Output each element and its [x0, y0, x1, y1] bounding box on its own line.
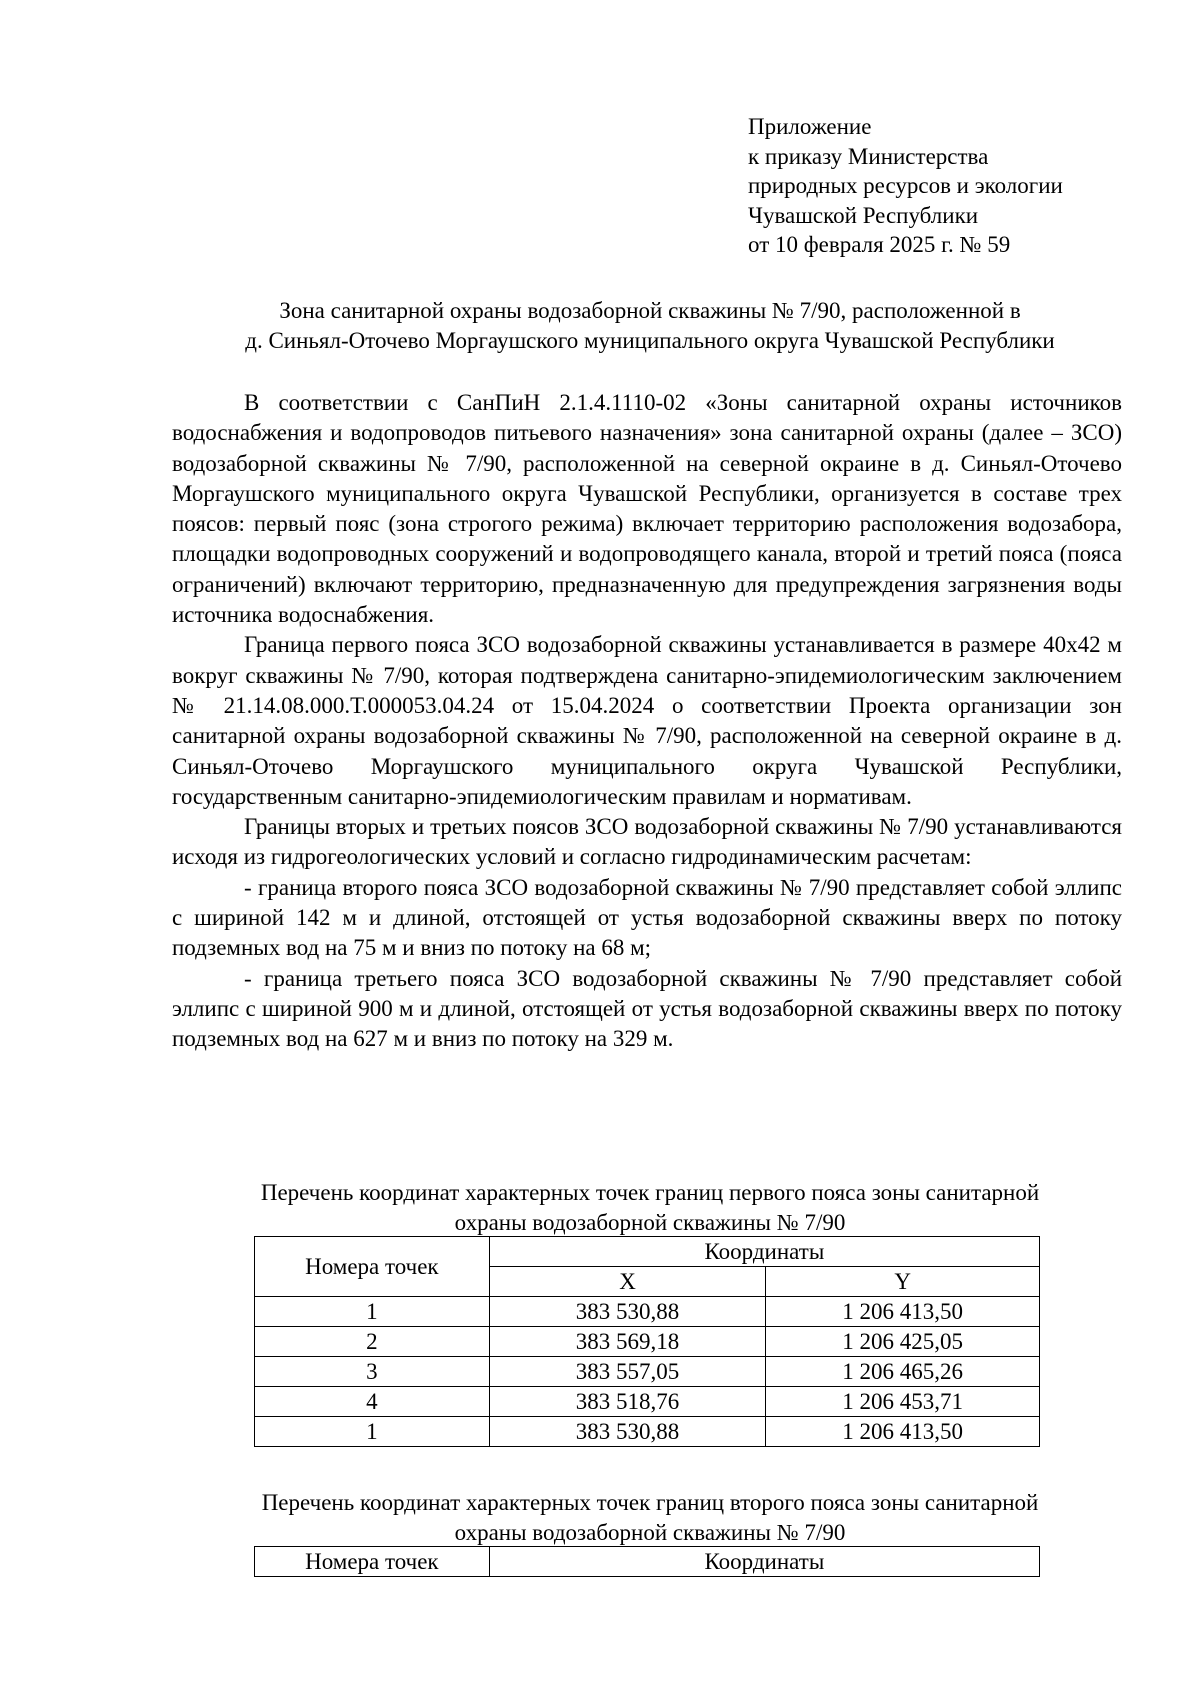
paragraph: В соответствии с СанПиН 2.1.4.1110-02 «Зоны санитарной охраны источников водоснабжения и водопроводов питьевого назначения» зона санитарной охраны (далее – ЗСО) водозаборной скважины № 7/90, расположенной на северной окраине в д. Синьял-Оточево Моргаушского муниципального округа Чувашской Республики, организуется в составе трех поясов: первый пояс (зона строгого режима) включает территорию расположения водозабора, площадки водопроводных сооружений и водопроводящего канала, второй и третий пояса (пояса ограничений) включают территорию, предназначенную для предупреждения загрязнения воды источника водоснабжения.	[172, 390, 1122, 628]
table-cell-point: 3	[255, 1357, 490, 1387]
title-line: д. Синьял-Оточево Моргаушского муниципального округа Чувашской Республики	[245, 328, 1055, 353]
table2-coordinates	[254, 1546, 1040, 1577]
table1-header-coords: Координаты	[489, 1237, 1039, 1267]
table-cell-x: 383 530,88	[489, 1417, 766, 1447]
table-cell-y: 1 206 465,26	[766, 1357, 1040, 1387]
table-cell-x: 383 569,18	[489, 1327, 766, 1357]
table2-title	[150, 1488, 1150, 1548]
table-cell-y: 1 206 425,05	[766, 1327, 1040, 1357]
table2-title-line: охраны водозаборной скважины № 7/90	[454, 1520, 846, 1545]
title-line: Зона санитарной охраны водозаборной скважины № 7/90, расположенной в	[279, 298, 1021, 323]
paragraph: - граница второго пояса ЗСО водозаборной скважины № 7/90 представляет собой эллипс с шириной 142 м и длиной, отстоящей от устья водозаборной скважины вверх по потоку подземных вод на 75 м и вниз по потоку на 68 м;	[172, 874, 1122, 961]
table-row	[255, 1327, 1040, 1357]
table1-title-line: охраны водозаборной скважины № 7/90	[454, 1210, 846, 1235]
table-cell-point: 4	[255, 1387, 490, 1417]
table-cell-y: 1 206 453,71	[766, 1387, 1040, 1417]
document-body	[172, 388, 1122, 1055]
paragraph: Границы вторых и третьих поясов ЗСО водозаборной скважины № 7/90 устанавливаются исходя из гидрогеологических условий и согласно гидродинамическим расчетам:	[172, 814, 1122, 870]
paragraph: - граница третьего пояса ЗСО водозаборной скважины № 7/90 представляет собой эллипс с шириной 900 м и длиной, отстоящей от устья водозаборной скважины вверх по потоку подземных вод на 627 м и вниз по потоку на 329 м.	[172, 965, 1122, 1052]
table-cell-x: 383 518,76	[489, 1387, 766, 1417]
table-cell-point: 1	[255, 1417, 490, 1447]
table-row	[255, 1297, 1040, 1327]
table-row	[255, 1387, 1040, 1417]
appendix-line: природных ресурсов и экологии	[748, 173, 1063, 198]
table1-header-points: Номера точек	[255, 1237, 490, 1297]
table-cell-y: 1 206 413,50	[766, 1297, 1040, 1327]
table2-header-points: Номера точек	[255, 1547, 490, 1577]
table-row	[255, 1357, 1040, 1387]
document-title	[150, 296, 1150, 356]
table-cell-point: 2	[255, 1327, 490, 1357]
table-cell-x: 383 557,05	[489, 1357, 766, 1387]
table1-header-y: Y	[766, 1267, 1040, 1297]
table-cell-y: 1 206 413,50	[766, 1417, 1040, 1447]
table2-header-coords: Координаты	[489, 1547, 1039, 1577]
appendix-line: к приказу Министерства	[748, 143, 989, 169]
table-cell-x: 383 530,88	[489, 1297, 766, 1327]
table-row	[255, 1417, 1040, 1447]
table2-title-line: Перечень координат характерных точек границ второго пояса зоны санитарной	[261, 1490, 1039, 1515]
table-cell-point: 1	[255, 1297, 490, 1327]
paragraph: Граница первого пояса ЗСО водозаборной скважины устанавливается в размере 40х42 м вокруг скважины № 7/90, которая подтверждена санитарно-эпидемиологическим заключением № 21.14.08.000.Т.000053.04.24 от 15.04.2024 о соответствии Проекта организации зон санитарной охраны водозаборной скважины № 7/90, расположенной на северной окраине в д. Синьял-Оточево Моргаушского муниципального округа Чувашской Республики, государственным санитарно-эпидемиологическим правилам и нормативам.	[172, 632, 1122, 809]
table1-coordinates	[254, 1236, 1040, 1447]
table1-title	[150, 1178, 1150, 1238]
table1-title-line: Перечень координат характерных точек границ первого пояса зоны санитарной	[260, 1180, 1040, 1205]
table1-header-x: X	[489, 1267, 766, 1297]
appendix-block	[748, 112, 1063, 260]
appendix-line: от 10 февраля 2025 г. № 59	[748, 232, 1011, 257]
appendix-line: Чувашской Республики	[748, 202, 979, 228]
appendix-line: Приложение	[748, 114, 872, 139]
